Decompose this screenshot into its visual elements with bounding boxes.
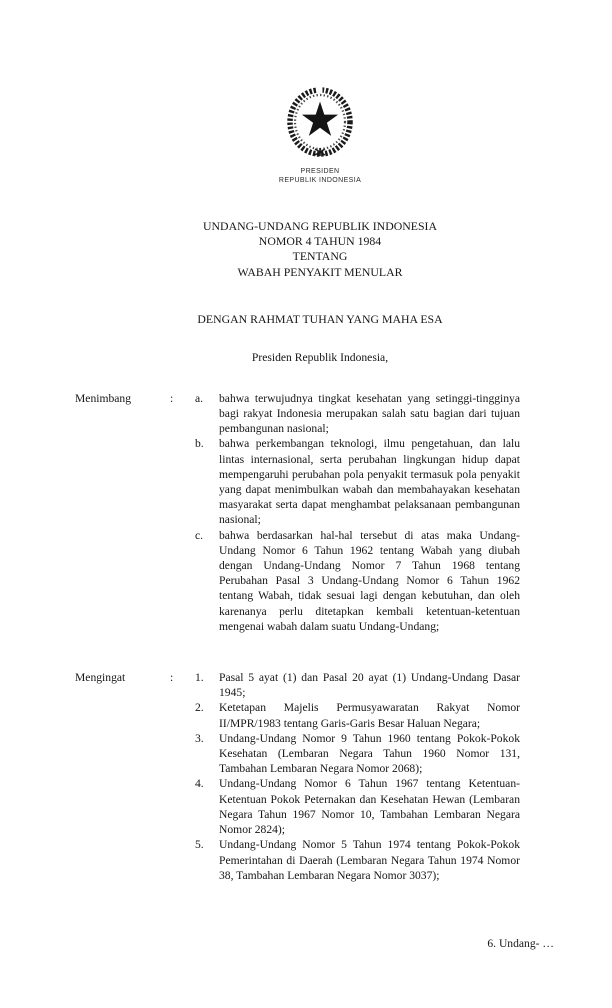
list-item: [195, 837, 520, 883]
list-item: [195, 731, 520, 777]
catchword-next-page: 6. Undang- …: [487, 936, 554, 950]
list-item: [195, 776, 520, 837]
motto-line: DENGAN RAHMAT TUHAN YANG MAHA ESA: [197, 311, 443, 326]
item-marker: c.: [195, 528, 204, 542]
section-label: Menimbang: [75, 391, 132, 405]
list-item: [195, 528, 520, 634]
presidential-seal: [283, 84, 357, 160]
salutation-line: Presiden Republik Indonesia,: [251, 350, 389, 364]
item-text: Ketetapan Majelis Permusyawaratan Rakyat Nomor II/MPR/1983 tentang Garis-Garis Besar Haluan Negara;: [219, 701, 520, 730]
item-text: Pasal 5 ayat (1) dan Pasal 20 ayat (1) Undang-Undang Dasar 1945;: [219, 671, 520, 700]
item-text: bahwa berdasarkan hal-hal tersebut di atas maka Undang-Undang Nomor 6 Tahun 1962 tentang Wabah yang diubah dengan Undang-Undang Nomor 7 Tahun 1968 tentang Perubahan Pasal 3 Undang-Undang Nomor 6 Tahun 1962 tentang Wabah, tidak sesuai lagi dengan kebutuhan, dan oleh karenanya perlu ditetapkan kembali ketentuan-ketentuan mengenai wabah dalam suatu Undang-Undang;: [219, 528, 520, 633]
item-text: Undang-Undang Nomor 6 Tahun 1967 tentang Ketentuan-Ketentuan Pokok Peternakan dan Kesehatan Hewan (Lembaran Negara Tahun 1967 Nomor 10, Tambahan Lembaran Negara Nomor 2824);: [219, 777, 520, 837]
section-mengingat: [75, 670, 520, 883]
item-marker: 4.: [195, 777, 204, 791]
item-text: Undang-Undang Nomor 5 Tahun 1974 tentang Pokok-Pokok Pemerintahan di Daerah (Lembaran Negara Tahun 1974 Nomor 38, Tambahan Lembaran Negara Nomor 3037);: [219, 838, 520, 882]
item-marker: 2.: [195, 701, 204, 715]
list-item: [195, 391, 520, 437]
item-text: Undang-Undang Nomor 9 Tahun 1960 tentang Pokok-Pokok Kesehatan (Lembaran Negara Tahun 1960 Nomor 131, Tambahan Lembaran Negara Nomor 2068);: [219, 731, 520, 776]
title-line-number: NOMOR 4 TAHUN 1984: [258, 234, 382, 249]
list-item: [195, 700, 520, 730]
letterhead: [0, 0, 612, 185]
item-text: bahwa perkembangan teknologi, ilmu pengetahuan, dan lalu lintas internasional, serta perubahan lingkungan hidup dapat mempengaruhi perubahan pola penyakit termasuk pola penyakit yang dapat menimbulkan wabah dan membahayakan kesehatan masyarakat serta dapat menghambat pelaksanaan pembangunan nasional;: [219, 437, 520, 527]
document-title-block: [0, 219, 612, 280]
title-line-subject: WABAH PENYAKIT MENULAR: [237, 264, 403, 279]
list-item: [195, 436, 520, 527]
section-colon: :: [170, 391, 174, 405]
section-menimbang: [75, 391, 520, 634]
wreath-top-gap: [318, 86, 323, 94]
item-marker: b.: [195, 437, 204, 451]
list-item: [195, 670, 520, 700]
section-items: [195, 391, 520, 634]
item-text: bahwa terwujudnya tingkat kesehatan yang setinggi-tingginya bagi rakyat Indonesia merupakan salah satu bagian dari tujuan pembangunan nasional;: [219, 391, 520, 436]
item-marker: 3.: [195, 731, 204, 745]
seal-label-republik-indonesia: REPUBLIK INDONESIA: [278, 177, 362, 184]
title-line-law: UNDANG-UNDANG REPUBLIK INDONESIA: [203, 219, 437, 233]
title-line-tentang: TENTANG: [292, 249, 348, 264]
item-marker: 5.: [195, 838, 204, 852]
seal-label-presiden: PRESIDEN: [300, 168, 340, 175]
item-marker: 1.: [195, 671, 204, 685]
wreath-ribbon-knot: [315, 148, 325, 156]
star-icon: [302, 102, 338, 136]
item-marker: a.: [195, 391, 204, 405]
section-items: [195, 670, 520, 883]
section-colon: :: [170, 671, 174, 685]
section-label: Mengingat: [75, 671, 126, 685]
